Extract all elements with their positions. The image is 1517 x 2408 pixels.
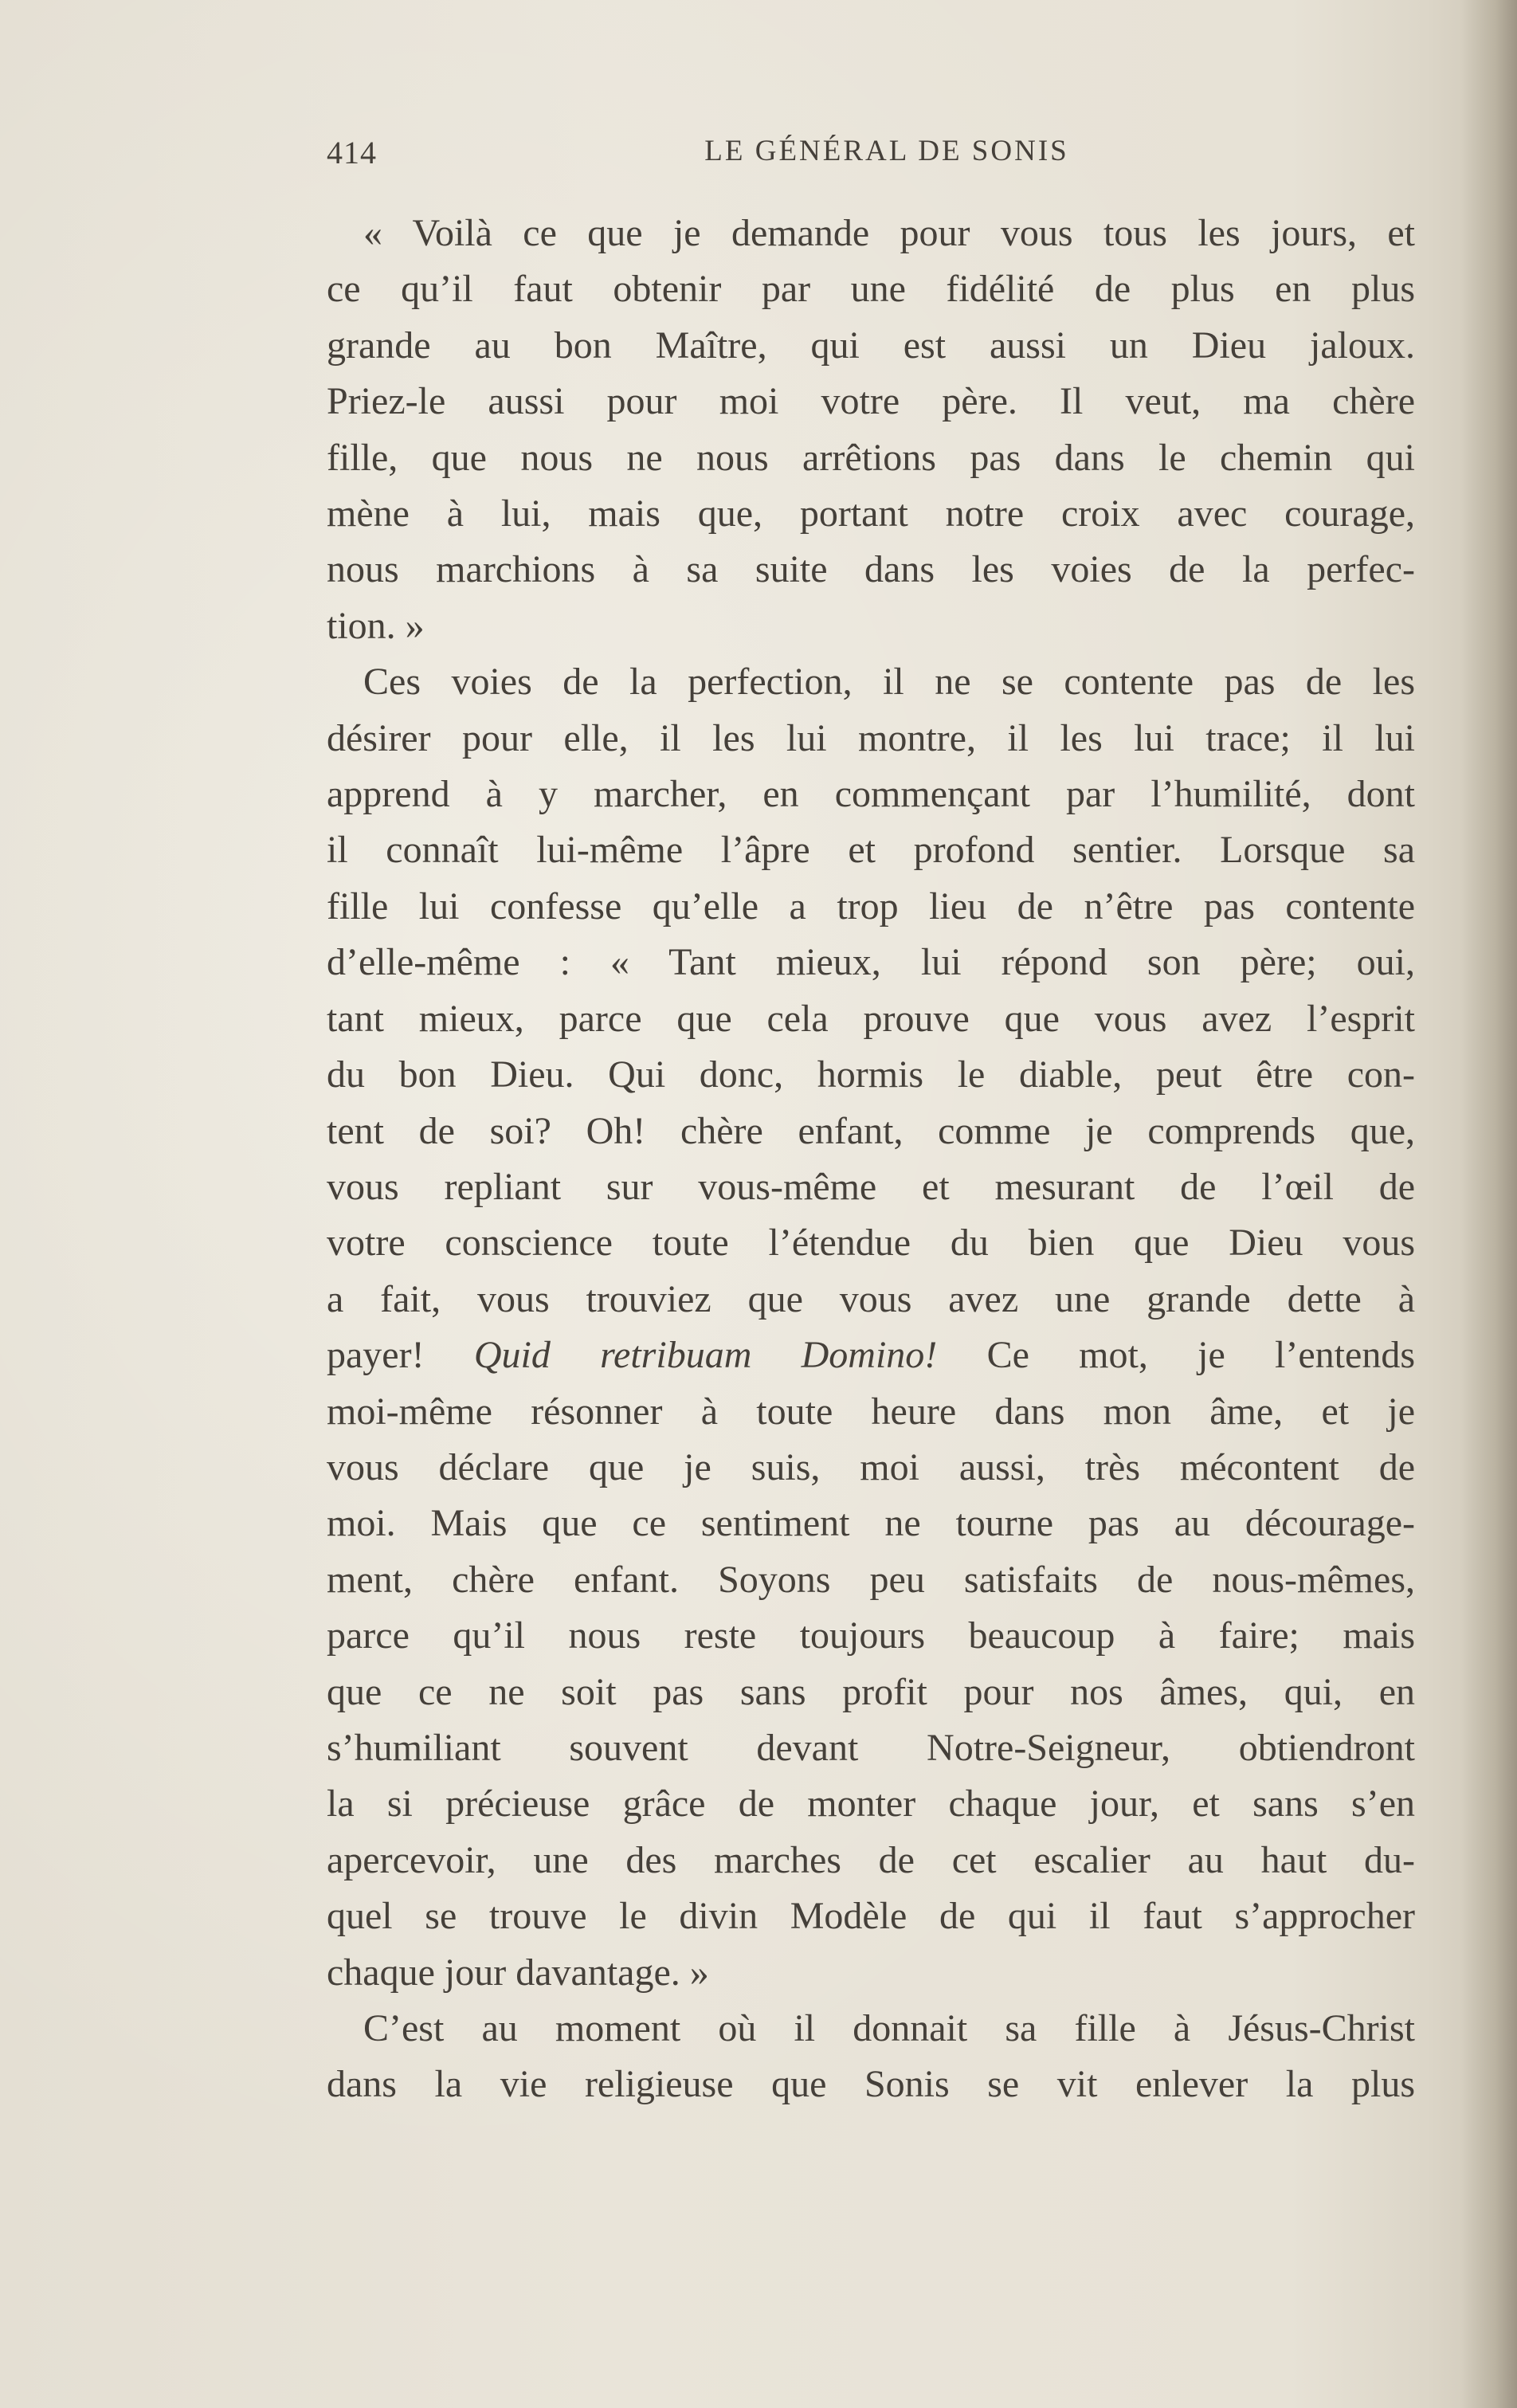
text-line: « Voilà ce que je demande pour vous tous les jours, et: [363, 212, 1415, 254]
text-line: moi. Mais que ce sentiment ne tourne pas au décourage-: [327, 1502, 1415, 1545]
page-number: 414: [327, 135, 377, 171]
body-text: [327, 206, 1415, 2113]
paragraph-2: [327, 654, 1415, 2001]
text-line: d’elle-même : « Tant mieux, lui répond son père; oui,: [327, 941, 1415, 984]
text-line: dans la vie religieuse que Sonis se vit enlever la plus: [327, 2063, 1415, 2106]
text-line: vous déclare que je suis, moi aussi, très mécontent de: [327, 1445, 1415, 1488]
text-line: quel se trouve le divin Modèle de qui il faut s’approcher: [327, 1895, 1415, 1938]
paragraph-1: [327, 206, 1415, 654]
latin-quote: Quid retribuam Domino!: [473, 1334, 938, 1377]
text-line: désirer pour elle, il les lui montre, il les lui trace; il lui: [327, 716, 1415, 759]
text-line: tant mieux, parce que cela prouve que vous avez l’esprit: [327, 997, 1415, 1040]
text-line: ce qu’il faut obtenir par une fidélité de plus en plus: [327, 268, 1415, 311]
text-line: fille, que nous ne nous arrêtions pas dans le chemin qui: [327, 436, 1415, 479]
text-line: votre conscience toute l’étendue du bien que Dieu vous: [327, 1222, 1415, 1265]
page-header: [327, 134, 1415, 182]
text-fragment: payer!: [327, 1334, 474, 1377]
text-line: nous marchions à sa suite dans les voies de la perfec-: [327, 548, 1415, 591]
text-line: Priez-le aussi pour moi votre père. Il veut, ma chère: [327, 380, 1415, 423]
text-line: du bon Dieu. Qui donc, hormis le diable, peut être con-: [327, 1053, 1415, 1096]
running-title: LE GÉNÉRAL DE SONIS: [704, 135, 1069, 167]
text-line: s’humiliant souvent devant Notre-Seigneur, obtiendront: [327, 1726, 1415, 1769]
text-line: ment, chère enfant. Soyons peu satisfaits de nous-mêmes,: [327, 1558, 1415, 1601]
text-line: grande au bon Maître, qui est aussi un Dieu jaloux.: [327, 324, 1415, 367]
text-line: moi-même résonner à toute heure dans mon âme, et je: [327, 1390, 1415, 1433]
text-line: Ces voies de la perfection, il ne se contente pas de les: [363, 661, 1415, 704]
text-line: vous repliant sur vous-même et mesurant de l’œil de: [327, 1165, 1415, 1208]
text-line: a fait, vous trouviez que vous avez une grande dette à: [327, 1277, 1415, 1320]
text-line-with-latin-quote: [327, 1328, 1415, 1383]
page-edge-shadow: [1461, 0, 1517, 2408]
text-line: apprend à y marcher, en commençant par l’humilité, dont: [327, 773, 1415, 816]
text-line: parce qu’il nous reste toujours beaucoup à faire; mais: [327, 1614, 1415, 1657]
text-line: C’est au moment où il donnait sa fille à Jésus-Christ: [363, 2007, 1415, 2049]
paragraph-3: [327, 2001, 1415, 2113]
text-line: que ce ne soit pas sans profit pour nos âmes, qui, en: [327, 1670, 1415, 1713]
text-line: tent de soi? Oh! chère enfant, comme je comprends que,: [327, 1109, 1415, 1152]
text-line: fille lui confesse qu’elle a trop lieu de n’être pas contente: [327, 884, 1415, 928]
text-line: il connaît lui-même l’âpre et profond sentier. Lorsque sa: [327, 829, 1415, 872]
text-line: la si précieuse grâce de monter chaque jour, et sans s’en: [327, 1782, 1415, 1826]
text-line: chaque jour davantage. »: [327, 1951, 709, 1994]
text-line: apercevoir, une des marches de cet escalier au haut du-: [327, 1838, 1415, 1881]
text-fragment: Ce mot, je l’entends: [937, 1334, 1415, 1377]
text-line: mène à lui, mais que, portant notre croix avec courage,: [327, 492, 1415, 535]
text-line: tion. »: [327, 604, 425, 647]
